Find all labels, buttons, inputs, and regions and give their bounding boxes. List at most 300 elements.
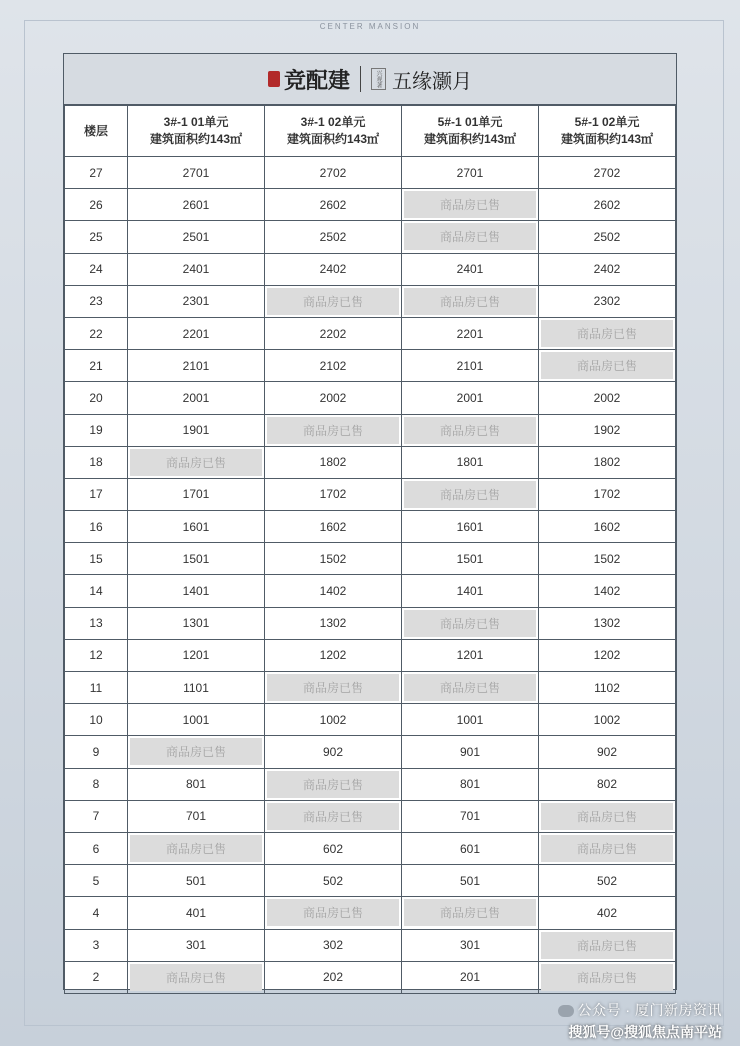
unit-cell-available [539, 768, 676, 800]
unit-cell-sold [539, 350, 676, 382]
unit-number: 2401 [182, 262, 210, 277]
unit-cell-available [128, 253, 265, 285]
unit-cell-sold [402, 285, 539, 317]
floor-number: 24 [89, 262, 103, 277]
unit-cell-available [539, 221, 676, 253]
unit-number: 902 [596, 744, 618, 759]
unit-cell-available [402, 800, 539, 832]
unit-cell-available [265, 639, 402, 671]
floor-number: 4 [92, 905, 100, 920]
unit-cell-available [265, 157, 402, 189]
unit-number: 601 [459, 841, 481, 856]
sold-label: 商品房已售 [541, 320, 673, 347]
table-row [65, 253, 676, 285]
unit-cell-sold [539, 961, 676, 993]
floor-number: 3 [92, 938, 100, 953]
sold-label: 商品房已售 [130, 449, 262, 476]
floor-number: 5 [92, 873, 100, 888]
unit-cell-available [539, 897, 676, 929]
logo-right [371, 65, 472, 94]
unit-cell-available [402, 253, 539, 285]
watermark-line1: 公众号 · 厦门新房资讯 [577, 1002, 722, 1018]
floor-cell [65, 189, 128, 221]
unit-number: 2402 [593, 262, 621, 277]
floor-number: 11 [89, 680, 103, 695]
unit-cell-available [539, 736, 676, 768]
unit-cell-available [128, 478, 265, 510]
unit-cell-available [402, 350, 539, 382]
floor-cell [65, 414, 128, 446]
floor-cell [65, 897, 128, 929]
unit-cell-sold [402, 221, 539, 253]
unit-cell-available [539, 382, 676, 414]
logo-left-text: 竞配建 [283, 67, 350, 94]
unit-number: 2502 [593, 229, 621, 244]
unit-number: 202 [322, 970, 344, 985]
unit-cell-sold [265, 800, 402, 832]
unit-cell-available [128, 607, 265, 639]
unit-cell-available [539, 189, 676, 221]
unit-number: 2501 [182, 229, 210, 244]
unit-cell-available [539, 639, 676, 671]
unit-cell-available [265, 865, 402, 897]
unit-number: 2701 [182, 165, 210, 180]
unit-cell-available [539, 478, 676, 510]
unit-number: 1402 [319, 584, 347, 599]
unit-cell-available [402, 768, 539, 800]
sold-label: 商品房已售 [541, 932, 673, 959]
sold-label: 商品房已售 [267, 417, 399, 444]
sold-label: 商品房已售 [404, 674, 536, 701]
table-row [65, 157, 676, 189]
unit-number: 2002 [319, 390, 347, 405]
unit-cell-sold [402, 189, 539, 221]
unit-cell-available [402, 865, 539, 897]
unit-cell-available [402, 929, 539, 961]
unit-cell-available [128, 639, 265, 671]
unit-cell-available [128, 189, 265, 221]
unit-number: 801 [185, 777, 207, 792]
table-row [65, 639, 676, 671]
unit-cell-sold [402, 897, 539, 929]
unit-cell-available [265, 961, 402, 993]
unit-cell-available [402, 511, 539, 543]
unit-number: 1001 [182, 712, 210, 727]
unit-cell-available [265, 446, 402, 478]
unit-number: 2102 [319, 358, 347, 373]
unit-column-header [539, 106, 676, 157]
table-row [65, 221, 676, 253]
table-row [65, 511, 676, 543]
unit-number: 2702 [593, 165, 621, 180]
sold-label: 商品房已售 [267, 674, 399, 701]
floor-cell [65, 832, 128, 864]
unit-cell-available [402, 961, 539, 993]
floor-cell [65, 382, 128, 414]
unit-number: 1601 [182, 519, 210, 534]
floor-number: 19 [89, 423, 103, 438]
unit-cell-available [539, 543, 676, 575]
floor-number: 18 [89, 455, 103, 470]
floor-cell [65, 253, 128, 285]
unit-number: 2001 [182, 390, 210, 405]
unit-number: 302 [322, 938, 344, 953]
unit-number: 2002 [593, 390, 621, 405]
unit-number: 2202 [319, 326, 347, 341]
area-label: 建筑面积约143㎡ [560, 132, 654, 146]
unit-label: 3#-1 01单元 [163, 115, 229, 129]
unit-cell-sold [265, 285, 402, 317]
sold-label: 商品房已售 [404, 223, 536, 250]
floor-cell [65, 157, 128, 189]
unit-sales-table [64, 105, 676, 994]
unit-cell-available [402, 157, 539, 189]
unit-number: 1502 [319, 551, 347, 566]
unit-number: 1501 [182, 551, 210, 566]
unit-cell-sold [402, 672, 539, 704]
wechat-icon [558, 1005, 574, 1017]
floor-number: 12 [89, 648, 103, 663]
unit-number: 801 [459, 777, 481, 792]
unit-cell-available [128, 704, 265, 736]
sales-table-card [63, 53, 677, 990]
table-row [65, 382, 676, 414]
unit-number: 1302 [593, 616, 621, 631]
sold-label: 商品房已售 [130, 738, 262, 765]
table-header-banner [64, 54, 676, 105]
table-row [65, 317, 676, 349]
unit-number: 1501 [456, 551, 484, 566]
unit-cell-available [539, 414, 676, 446]
unit-cell-available [128, 382, 265, 414]
unit-cell-available [265, 929, 402, 961]
floor-number: 22 [89, 326, 103, 341]
area-label: 建筑面积约143㎡ [423, 132, 517, 146]
unit-cell-available [128, 511, 265, 543]
unit-number: 1001 [456, 712, 484, 727]
floor-cell [65, 704, 128, 736]
table-row [65, 929, 676, 961]
logo-right-text: 五缘灏月 [392, 68, 472, 93]
unit-cell-available [128, 350, 265, 382]
unit-cell-available [265, 350, 402, 382]
floor-number: 15 [89, 551, 103, 566]
table-row [65, 865, 676, 897]
sold-label: 商品房已售 [130, 964, 262, 991]
area-label: 建筑面积约143㎡ [286, 132, 380, 146]
unit-cell-available [402, 382, 539, 414]
unit-cell-available [265, 511, 402, 543]
sold-label: 商品房已售 [267, 771, 399, 798]
unit-number: 1701 [182, 487, 210, 502]
seal-stamp: 兴观著 [371, 68, 386, 90]
sold-label: 商品房已售 [404, 899, 536, 926]
sold-label: 商品房已售 [541, 835, 673, 862]
floor-cell [65, 221, 128, 253]
unit-cell-available [265, 575, 402, 607]
unit-cell-sold [539, 929, 676, 961]
unit-number: 502 [322, 873, 344, 888]
unit-cell-sold [402, 414, 539, 446]
unit-cell-available [128, 221, 265, 253]
unit-cell-available [265, 221, 402, 253]
unit-number: 2101 [182, 358, 210, 373]
floor-cell [65, 478, 128, 510]
unit-number: 1702 [319, 487, 347, 502]
sold-label: 商品房已售 [541, 803, 673, 830]
unit-number: 1601 [456, 519, 484, 534]
unit-cell-sold [128, 736, 265, 768]
table-row [65, 704, 676, 736]
unit-cell-available [128, 800, 265, 832]
table-head-row [65, 106, 676, 157]
area-label: 建筑面积约143㎡ [149, 132, 243, 146]
unit-cell-available [402, 575, 539, 607]
unit-number: 2201 [456, 326, 484, 341]
table-row [65, 607, 676, 639]
unit-column-header [265, 106, 402, 157]
unit-cell-available [128, 575, 265, 607]
unit-cell-sold [128, 446, 265, 478]
unit-number: 2602 [593, 197, 621, 212]
unit-cell-available [128, 929, 265, 961]
table-row [65, 736, 676, 768]
unit-number: 1402 [593, 584, 621, 599]
table-row [65, 961, 676, 993]
watermark-official-account [558, 1000, 722, 1020]
table-row [65, 897, 676, 929]
unit-cell-sold [265, 768, 402, 800]
unit-cell-sold [402, 478, 539, 510]
red-seal-icon [268, 71, 280, 87]
floor-cell [65, 543, 128, 575]
unit-number: 301 [459, 938, 481, 953]
floor-cell [65, 285, 128, 317]
sold-label: 商品房已售 [404, 481, 536, 508]
unit-number: 201 [459, 970, 481, 985]
floor-cell [65, 639, 128, 671]
unit-number: 1002 [593, 712, 621, 727]
floor-number: 8 [92, 777, 100, 792]
unit-number: 2402 [319, 262, 347, 277]
unit-cell-available [402, 317, 539, 349]
unit-number: 1802 [593, 455, 621, 470]
unit-cell-sold [402, 607, 539, 639]
unit-cell-available [539, 865, 676, 897]
unit-number: 1901 [182, 423, 210, 438]
unit-number: 1502 [593, 551, 621, 566]
unit-cell-sold [265, 672, 402, 704]
unit-cell-available [265, 478, 402, 510]
unit-number: 2502 [319, 229, 347, 244]
unit-cell-available [128, 317, 265, 349]
unit-number: 802 [596, 777, 618, 792]
unit-label: 3#-1 02单元 [300, 115, 366, 129]
floor-cell [65, 511, 128, 543]
floor-number: 10 [89, 712, 103, 727]
table-row [65, 768, 676, 800]
unit-cell-available [402, 704, 539, 736]
floor-cell [65, 317, 128, 349]
floor-number: 23 [89, 294, 103, 309]
table-row [65, 350, 676, 382]
unit-cell-available [128, 285, 265, 317]
table-row [65, 414, 676, 446]
sold-label: 商品房已售 [267, 803, 399, 830]
table-row [65, 800, 676, 832]
unit-cell-available [539, 575, 676, 607]
unit-number: 2401 [456, 262, 484, 277]
unit-cell-sold [128, 832, 265, 864]
floor-number: 26 [89, 197, 103, 212]
unit-number: 2702 [319, 165, 347, 180]
floor-cell [65, 961, 128, 993]
unit-cell-available [265, 736, 402, 768]
unit-cell-available [128, 672, 265, 704]
sold-label: 商品房已售 [404, 417, 536, 444]
unit-cell-available [128, 157, 265, 189]
unit-number: 1902 [593, 423, 621, 438]
unit-number: 1401 [182, 584, 210, 599]
unit-cell-sold [128, 961, 265, 993]
floor-cell [65, 446, 128, 478]
unit-cell-available [539, 511, 676, 543]
unit-cell-available [265, 382, 402, 414]
sold-label: 商品房已售 [541, 964, 673, 991]
unit-cell-sold [539, 317, 676, 349]
logo-left [268, 64, 350, 95]
unit-cell-available [265, 543, 402, 575]
logo-divider [360, 66, 361, 92]
unit-number: 1802 [319, 455, 347, 470]
sold-label: 商品房已售 [267, 288, 399, 315]
unit-number: 501 [185, 873, 207, 888]
unit-number: 1801 [456, 455, 484, 470]
table-row [65, 832, 676, 864]
unit-number: 2101 [456, 358, 484, 373]
floor-cell [65, 768, 128, 800]
floor-cell [65, 575, 128, 607]
unit-number: 402 [596, 905, 618, 920]
unit-cell-sold [539, 800, 676, 832]
floor-cell [65, 672, 128, 704]
floor-number: 7 [92, 809, 100, 824]
unit-number: 1002 [319, 712, 347, 727]
unit-column-header [128, 106, 265, 157]
unit-cell-available [539, 285, 676, 317]
unit-column-header [402, 106, 539, 157]
sold-label: 商品房已售 [404, 191, 536, 218]
unit-number: 301 [185, 938, 207, 953]
unit-number: 1202 [593, 648, 621, 663]
floor-number: 6 [92, 841, 100, 856]
unit-cell-available [539, 672, 676, 704]
unit-number: 1702 [593, 487, 621, 502]
unit-number: 2601 [182, 197, 210, 212]
floor-column-header: 楼层 [65, 106, 128, 157]
unit-cell-available [402, 832, 539, 864]
table-row [65, 189, 676, 221]
floor-number: 16 [89, 519, 103, 534]
unit-number: 401 [185, 905, 207, 920]
unit-cell-sold [265, 414, 402, 446]
unit-cell-available [128, 543, 265, 575]
watermark-sohu: 搜狐号@搜狐焦点南平站 [568, 1024, 722, 1040]
unit-number: 1302 [319, 616, 347, 631]
unit-number: 1401 [456, 584, 484, 599]
unit-number: 701 [185, 809, 207, 824]
unit-cell-available [402, 639, 539, 671]
unit-cell-sold [265, 897, 402, 929]
floor-number: 9 [92, 744, 100, 759]
unit-cell-available [265, 189, 402, 221]
unit-number: 1201 [182, 648, 210, 663]
unit-cell-available [265, 832, 402, 864]
table-row [65, 543, 676, 575]
unit-number: 2001 [456, 390, 484, 405]
unit-cell-available [539, 157, 676, 189]
table-row [65, 672, 676, 704]
unit-cell-available [539, 607, 676, 639]
sold-label: 商品房已售 [541, 352, 673, 379]
unit-number: 1101 [183, 680, 209, 695]
top-brand-text: CENTER MANSION [319, 22, 421, 31]
floor-number: 14 [89, 584, 103, 599]
floor-number: 27 [89, 165, 103, 180]
sold-label: 商品房已售 [130, 835, 262, 862]
unit-number: 1202 [319, 648, 347, 663]
table-row [65, 446, 676, 478]
table-row [65, 575, 676, 607]
unit-cell-available [128, 414, 265, 446]
table-body [65, 157, 676, 994]
unit-cell-available [402, 736, 539, 768]
unit-number: 902 [322, 744, 344, 759]
unit-number: 1301 [182, 616, 210, 631]
table-row [65, 478, 676, 510]
unit-number: 2701 [456, 165, 484, 180]
floor-number: 2 [92, 970, 100, 985]
unit-number: 502 [596, 873, 618, 888]
unit-number: 501 [459, 873, 481, 888]
floor-cell [65, 865, 128, 897]
unit-number: 1201 [456, 648, 484, 663]
unit-label: 5#-1 02单元 [574, 115, 640, 129]
floor-cell [65, 736, 128, 768]
unit-number: 602 [322, 841, 344, 856]
sold-label: 商品房已售 [267, 899, 399, 926]
floor-number: 17 [89, 487, 103, 502]
floor-cell [65, 800, 128, 832]
sold-label: 商品房已售 [404, 288, 536, 315]
table-row [65, 285, 676, 317]
unit-number: 2201 [182, 326, 210, 341]
unit-cell-available [402, 543, 539, 575]
unit-number: 901 [459, 744, 481, 759]
unit-cell-available [128, 897, 265, 929]
unit-number: 1602 [593, 519, 621, 534]
unit-cell-available [402, 446, 539, 478]
unit-number: 1102 [594, 680, 620, 695]
unit-number: 701 [459, 809, 481, 824]
floor-number: 13 [89, 616, 103, 631]
unit-cell-available [128, 768, 265, 800]
floor-cell [65, 350, 128, 382]
unit-number: 2602 [319, 197, 347, 212]
floor-number: 21 [89, 358, 103, 373]
unit-cell-available [539, 704, 676, 736]
unit-cell-available [539, 446, 676, 478]
